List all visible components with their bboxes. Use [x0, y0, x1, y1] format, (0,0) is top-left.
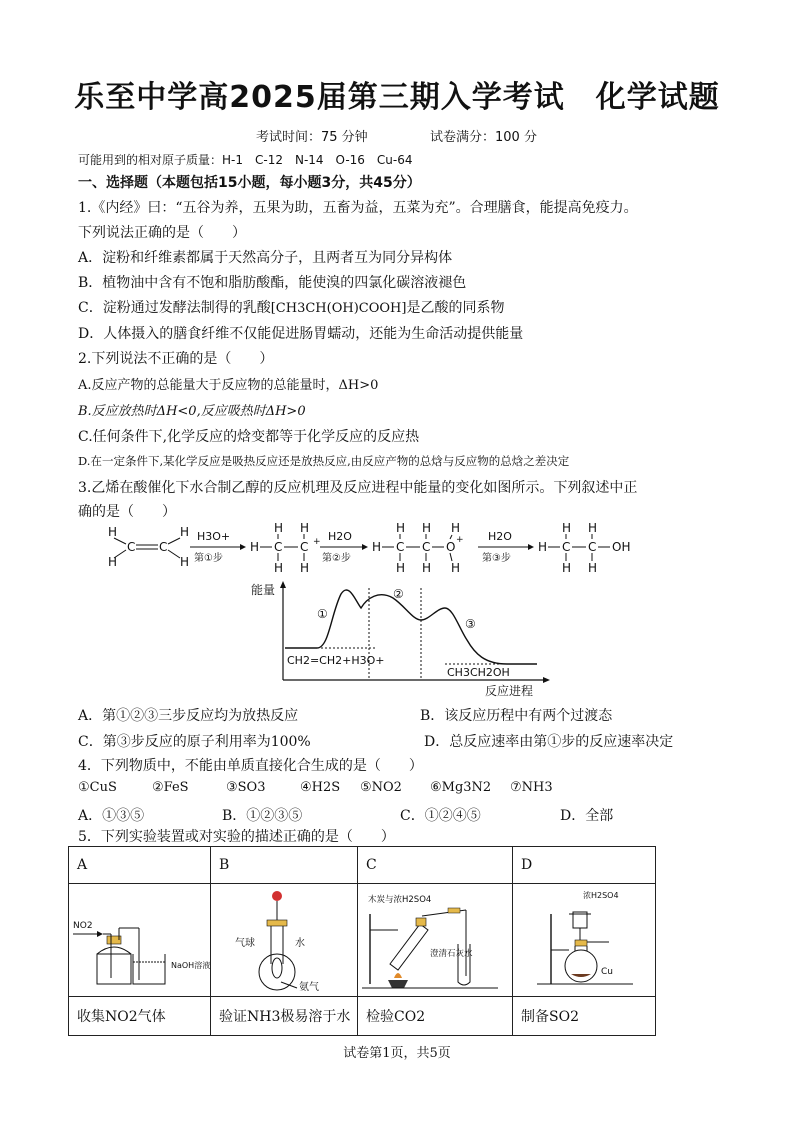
- col-header-a: A: [69, 847, 211, 884]
- svg-text:H: H: [562, 561, 572, 575]
- atomic-mass-list: 可能用到的相对原子质量：H-1 C-12 N-14 O-16 Cu-64: [78, 153, 413, 167]
- q5-stem: 5．下列实验装置或对实验的描述正确的是（ ）: [78, 829, 395, 845]
- q4-item-3: ③SO3: [226, 780, 266, 795]
- col-header-b: B: [211, 847, 358, 884]
- svg-text:H: H: [274, 521, 284, 535]
- step2-label: 第②步: [322, 553, 351, 564]
- q1-option-c-text: C．淀粉通过发酵法制得的乳酸: [78, 300, 271, 316]
- d-acid-label: 浓H2SO4: [583, 891, 619, 900]
- q2-option-d: D.在一定条件下,某化学反应是吸热反应还是放热反应,由反应产物的总焓与反应物的总焓之差决定: [78, 454, 570, 468]
- q4-item-1: ①CuS: [78, 780, 117, 795]
- q3-option-b: B．该反应历程中有两个过渡态: [420, 708, 613, 724]
- page-title: 乐至中学高2025届第三期入学考试 化学试题: [74, 80, 720, 115]
- apparatus-d: [513, 884, 656, 997]
- svg-text:H: H: [451, 561, 461, 575]
- step2-reagent: H2O: [328, 530, 352, 543]
- q4-option-c: C．①②④⑤: [400, 808, 481, 824]
- svg-text:H: H: [396, 561, 406, 575]
- a-solution-label: NaOH溶液: [171, 961, 210, 970]
- progress-axis-label: 反应进程: [485, 684, 534, 698]
- svg-text:H: H: [180, 525, 190, 539]
- svg-text:H: H: [250, 540, 260, 554]
- caption-b: 验证NH3极易溶于水: [211, 997, 358, 1036]
- full-score: 试卷满分：100 分: [430, 130, 537, 145]
- q3-option-c: C．第③步反应的原子利用率为100%: [78, 734, 311, 750]
- q4-option-a: A．①③⑤: [78, 808, 145, 824]
- q2-option-a: A.反应产物的总能量大于反应物的总能量时，ΔH>0: [78, 378, 379, 393]
- energy-profile-diagram: [245, 580, 565, 698]
- svg-text:H: H: [180, 555, 190, 569]
- products-label: CH3CH2OH: [447, 666, 510, 679]
- svg-text:H: H: [588, 521, 598, 535]
- q1-option-c-tail: 是乙酸的同系物: [406, 300, 505, 316]
- svg-text:C: C: [562, 540, 571, 554]
- q5-apparatus-table: [68, 846, 656, 1036]
- q1-option-b: B．植物油中含有不饱和脂肪酸酯，能使溴的四氯化碳溶液褪色: [78, 275, 467, 291]
- d-metal-label: Cu: [601, 967, 613, 977]
- step1-reagent: H3O+: [197, 530, 231, 543]
- svg-text:H: H: [274, 561, 284, 575]
- svg-text:H: H: [422, 521, 432, 535]
- q4-item-6: ⑥Mg3N2: [430, 780, 492, 795]
- q4-option-d: D．全部: [560, 808, 614, 824]
- svg-text:C: C: [159, 540, 168, 554]
- q1-option-c-formula: [CH3CH(OH)COOH]: [270, 301, 407, 316]
- svg-text:H: H: [562, 521, 572, 535]
- page-footer: 试卷第1页，共5页: [343, 1046, 451, 1061]
- c-lime-label: 澄清石灰水: [430, 949, 473, 959]
- svg-text:H: H: [588, 561, 598, 575]
- svg-text:C: C: [127, 540, 136, 554]
- svg-text:C: C: [396, 540, 405, 554]
- q3-stem-line2: 确的是（ ）: [78, 504, 176, 520]
- q4-item-4: ④H2S: [300, 780, 341, 795]
- q3-option-a: A．第①②③三步反应均为放热反应: [78, 708, 299, 724]
- svg-text:C: C: [588, 540, 597, 554]
- section-heading: 一、选择题（本题包括15小题，每小题3分，共45分）: [78, 175, 421, 191]
- b-gas-label: 氨气: [299, 982, 319, 992]
- svg-text:OH: OH: [612, 540, 631, 554]
- col-header-c: C: [358, 847, 513, 884]
- caption-c: 检验CO2: [358, 997, 513, 1036]
- stage-mark-1: ①: [317, 607, 328, 621]
- q1-stem-line1: 1.《内经》曰：“五谷为养，五果为助，五畜为益，五菜为充”。合理膳食，能提高免疫力。: [78, 200, 638, 216]
- svg-text:C: C: [422, 540, 431, 554]
- b-balloon-label: 气球: [235, 938, 255, 949]
- q3-stem-line1: 3.乙烯在酸催化下水合制乙醇的反应机理及反应进程中能量的变化如图所示。下列叙述中正: [78, 480, 638, 496]
- svg-text:H: H: [396, 521, 406, 535]
- c-reagent-label: 木炭与浓H2SO4: [368, 895, 432, 905]
- reaction-mechanism: [100, 520, 700, 578]
- step3-reagent: H2O: [488, 530, 512, 543]
- q4-item-2: ②FeS: [152, 780, 189, 795]
- svg-text:C: C: [274, 540, 283, 554]
- caption-d: 制备SO2: [513, 997, 656, 1036]
- q3-option-d: D．总反应速率由第①步的反应速率决定: [424, 734, 674, 750]
- svg-text:H: H: [108, 555, 118, 569]
- svg-text:H: H: [451, 521, 461, 535]
- stage-mark-3: ③: [465, 617, 476, 631]
- apparatus-c: [358, 884, 513, 997]
- apparatus-b: [211, 884, 358, 997]
- svg-text:+: +: [456, 535, 464, 545]
- svg-text:H: H: [538, 540, 548, 554]
- q1-stem-line2: 下列说法正确的是（ ）: [78, 225, 246, 241]
- q2-option-b: B.反应放热时ΔH<0,反应吸热时ΔH>0: [78, 404, 306, 419]
- step1-label: 第①步: [194, 553, 223, 564]
- q2-stem: 2.下列说法不正确的是（ ）: [78, 351, 274, 367]
- svg-text:H: H: [300, 521, 310, 535]
- q4-item-5: ⑤NO2: [360, 780, 402, 795]
- exam-time: 考试时间：75 分钟: [256, 130, 368, 145]
- stage-mark-2: ②: [393, 587, 404, 601]
- caption-a: 收集NO2气体: [69, 997, 211, 1036]
- a-gas-label: NO2: [73, 921, 93, 931]
- q1-option-c: [78, 297, 504, 317]
- svg-text:O: O: [446, 540, 456, 554]
- q1-option-a: A．淀粉和纤维素都属于天然高分子，且两者互为同分异构体: [78, 250, 453, 266]
- apparatus-a: [69, 884, 211, 997]
- step3-label: 第③步: [482, 553, 511, 564]
- col-header-d: D: [513, 847, 656, 884]
- svg-text:H: H: [300, 561, 310, 575]
- svg-text:H: H: [422, 561, 432, 575]
- q4-option-b: B．①②③⑤: [222, 808, 303, 824]
- svg-text:H: H: [108, 525, 118, 539]
- svg-text:+: +: [313, 537, 321, 547]
- reactants-label: CH2=CH2+H3O+: [287, 654, 385, 667]
- svg-text:H: H: [372, 540, 382, 554]
- b-water-label: 水: [295, 938, 305, 949]
- q4-item-7: ⑦NH3: [510, 780, 553, 795]
- energy-axis-label: 能量: [251, 583, 276, 597]
- q4-stem: 4．下列物质中，不能由单质直接化合生成的是（ ）: [78, 758, 423, 774]
- q1-option-d: D．人体摄入的膳食纤维不仅能促进肠胃蠕动，还能为生命活动提供能量: [78, 326, 524, 342]
- svg-text:C: C: [300, 540, 309, 554]
- q2-option-c: C.任何条件下,化学反应的焓变都等于化学反应的反应热: [78, 429, 420, 445]
